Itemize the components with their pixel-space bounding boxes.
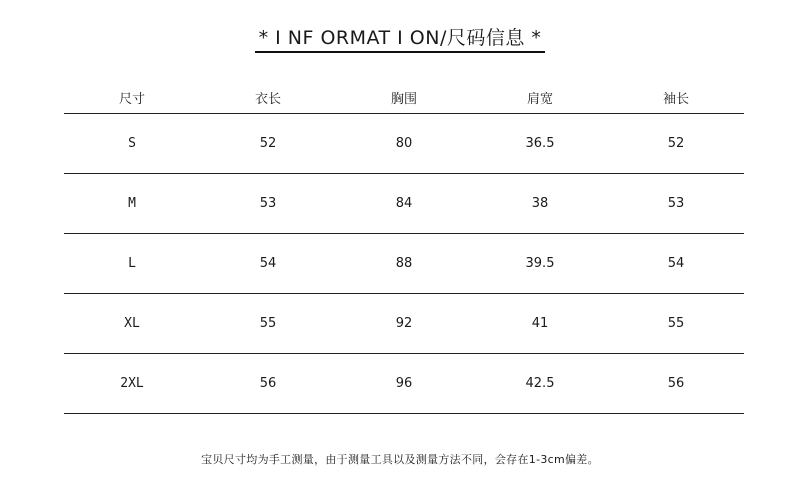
table-header-row <box>64 82 744 114</box>
cell-size: M <box>64 174 200 234</box>
table-row <box>64 174 744 234</box>
page-title-wrapper <box>0 26 800 53</box>
header-chest: 胸围 <box>336 82 472 114</box>
cell-sleeve: 53 <box>608 174 744 234</box>
cell-length: 53 <box>200 174 336 234</box>
cell-shoulder: 36.5 <box>472 114 608 174</box>
measurement-note: 宝贝尺寸均为手工测量，由于测量工具以及测量方法不同，会存在1-3cm偏差。 <box>201 453 599 466</box>
cell-shoulder: 38 <box>472 174 608 234</box>
table-row <box>64 234 744 294</box>
header-shoulder: 肩宽 <box>472 82 608 114</box>
cell-sleeve: 52 <box>608 114 744 174</box>
cell-length: 52 <box>200 114 336 174</box>
cell-length: 55 <box>200 294 336 354</box>
cell-chest: 80 <box>336 114 472 174</box>
page-title: * I NF ORMAT I ON/尺码信息 * <box>255 26 546 53</box>
cell-chest: 92 <box>336 294 472 354</box>
table-row <box>64 114 744 174</box>
cell-sleeve: 54 <box>608 234 744 294</box>
table-row <box>64 294 744 354</box>
cell-length: 54 <box>200 234 336 294</box>
cell-size: S <box>64 114 200 174</box>
cell-sleeve: 55 <box>608 294 744 354</box>
cell-shoulder: 39.5 <box>472 234 608 294</box>
cell-shoulder: 41 <box>472 294 608 354</box>
cell-size: XL <box>64 294 200 354</box>
header-size: 尺寸 <box>64 82 200 114</box>
cell-chest: 84 <box>336 174 472 234</box>
cell-chest: 96 <box>336 354 472 414</box>
cell-length: 56 <box>200 354 336 414</box>
cell-sleeve: 56 <box>608 354 744 414</box>
size-chart-table <box>64 82 744 414</box>
header-length: 衣长 <box>200 82 336 114</box>
header-sleeve: 袖长 <box>608 82 744 114</box>
cell-size: 2XL <box>64 354 200 414</box>
cell-shoulder: 42.5 <box>472 354 608 414</box>
cell-chest: 88 <box>336 234 472 294</box>
cell-size: L <box>64 234 200 294</box>
table-row <box>64 354 744 414</box>
